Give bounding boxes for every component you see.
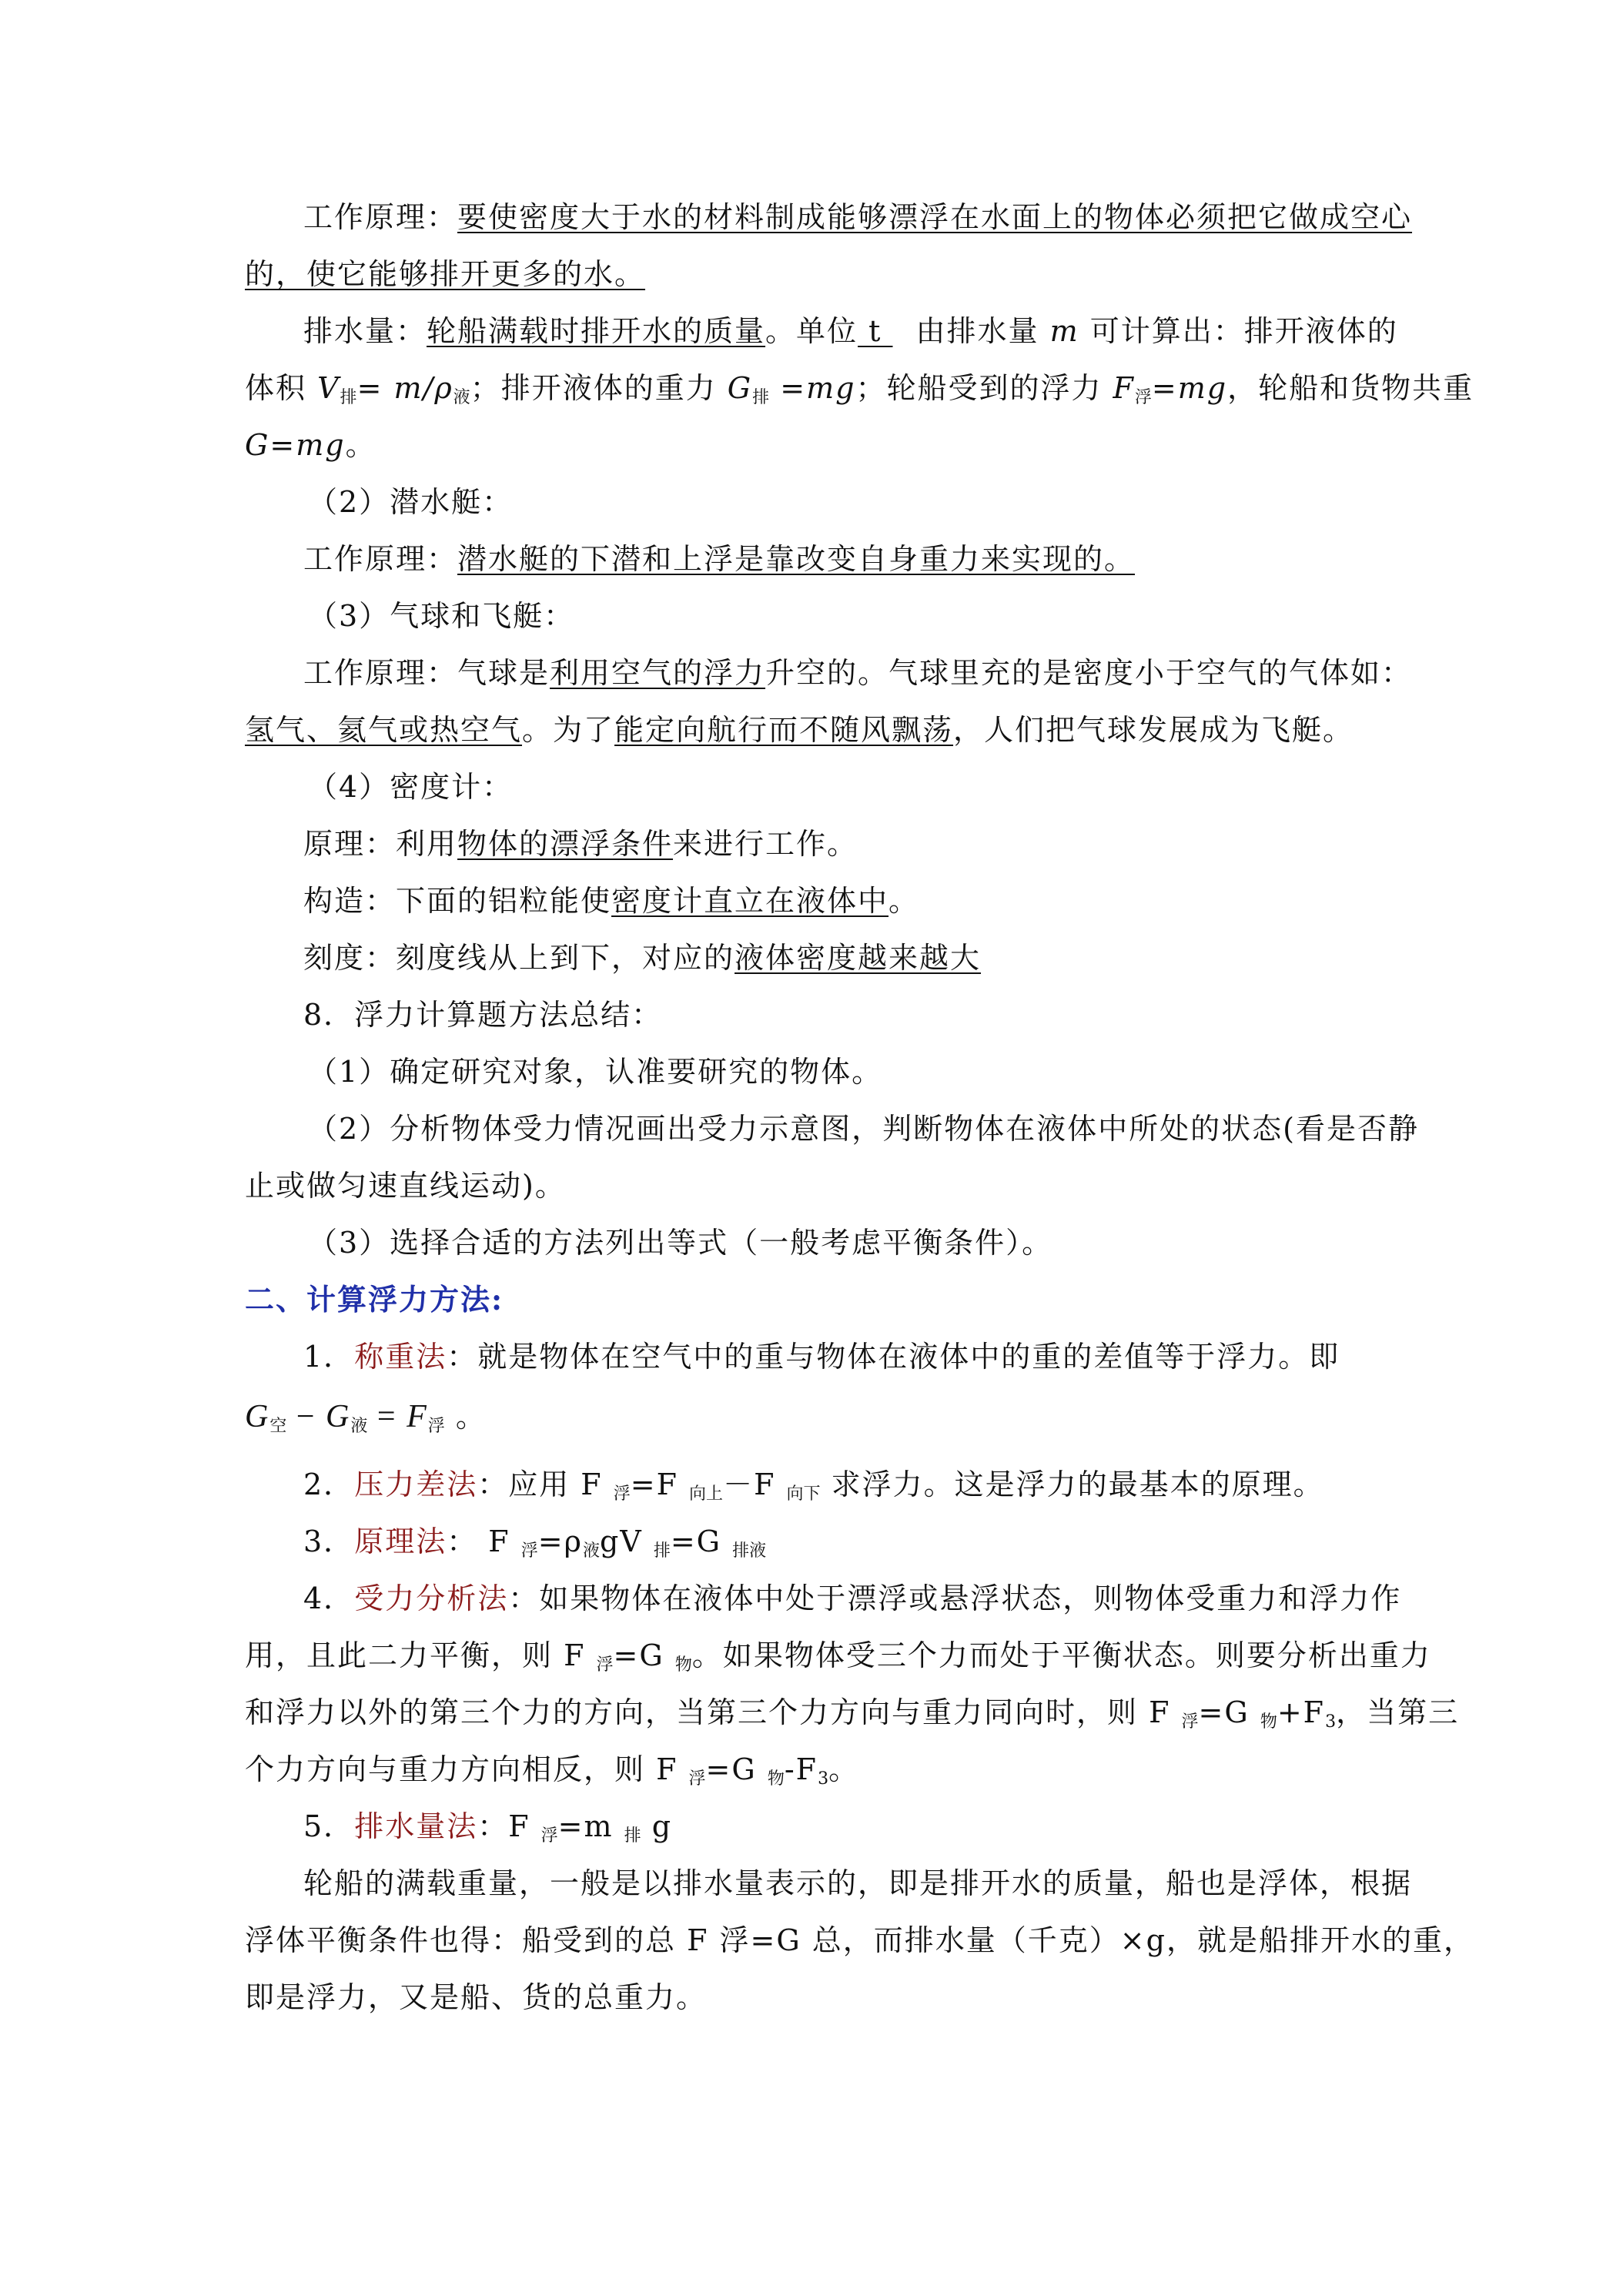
hydrometer-structure: [303, 881, 919, 921]
text: 构造：下面的铝粒能使: [303, 884, 612, 918]
balloon-principle-line-1: [303, 653, 1412, 693]
text: gV: [599, 1525, 654, 1558]
method-name: 受力分析法: [354, 1581, 509, 1615]
underlined-answer: 要使密度大于水的材料制成能够漂浮在水面上的物体必须把它做成空心: [457, 200, 1413, 234]
text: 止或做匀速直线运动)。: [245, 1169, 566, 1203]
text: －F: [723, 1468, 787, 1501]
text: 。: [444, 1400, 487, 1434]
text: =m: [557, 1809, 624, 1843]
formula: =mg: [769, 371, 856, 405]
subscript: 液: [453, 388, 470, 407]
text: ，人们把气球发展成为飞艇。: [953, 713, 1354, 747]
text: 即是浮力，又是船、货的总重力。: [245, 1980, 708, 2014]
number: 5．: [303, 1809, 355, 1843]
closing-paragraph-line-1: [303, 1863, 1412, 1903]
text: 体积: [245, 371, 318, 405]
underlined-answer: 能定向航行而不随风飘荡: [614, 713, 954, 747]
subscript: 浮: [1134, 388, 1152, 407]
step-1: [308, 1052, 882, 1092]
text: 和浮力以外的第三个力的方向，当第三个力方向与重力同向时，则 F: [245, 1695, 1182, 1729]
symbol-g: G: [245, 1399, 270, 1434]
subheading: （4）密度计：: [308, 770, 514, 804]
subscript: 物: [674, 1655, 692, 1675]
text: ：F: [477, 1809, 541, 1843]
displacement-line-3: [245, 425, 376, 465]
step-2-line-1: [308, 1109, 1419, 1149]
text: （1）确定研究对象，认准要研究的物体。: [308, 1055, 883, 1089]
text: 。如果物体受三个力而处于平衡状态。则要分析出重力: [691, 1638, 1431, 1672]
symbol-g: G: [326, 1399, 351, 1434]
subscript: 物: [1260, 1712, 1277, 1732]
underlined-answer: 的，使它能够排开更多的水。: [245, 257, 646, 291]
text: 刻度：刻度线从上到下，对应的: [303, 941, 735, 975]
method-name: 原理法: [354, 1525, 447, 1558]
subscript: 排: [340, 388, 357, 407]
symbol-f: F: [1113, 371, 1135, 405]
subscript: 物: [767, 1769, 785, 1789]
method-4-line-3: [245, 1692, 1459, 1742]
subscript: 向上: [689, 1484, 724, 1504]
text: =G: [1198, 1695, 1260, 1729]
text: 可计算出：排开液体的: [1079, 314, 1398, 348]
text: 。为了: [522, 713, 615, 747]
text: 由排水量: [915, 314, 1050, 348]
method-4-line-4: [245, 1749, 859, 1799]
text: 浮体平衡条件也得：船受到的总 F 浮=G 总，而排水量（千克）×g，就是船排开水的重，: [245, 1923, 1474, 1957]
text: ；排开液体的重力: [470, 371, 728, 405]
text: 升空的。气球里充的是密度小于空气的气体如：: [765, 656, 1413, 690]
text: ，当第三: [1336, 1695, 1460, 1729]
closing-paragraph-line-2: [245, 1920, 1474, 1960]
unit-blank: t: [858, 314, 893, 348]
label: 工作原理：: [303, 542, 458, 576]
method-4-line-1: [303, 1578, 1401, 1618]
method-name: 压力差法: [354, 1468, 478, 1501]
text: 。单位: [765, 314, 858, 348]
text: =ρ: [537, 1525, 583, 1558]
text: g: [641, 1809, 673, 1843]
section-8-heading: [303, 995, 662, 1035]
subscript: 浮: [1181, 1712, 1199, 1732]
subscript: 液: [582, 1541, 600, 1561]
underlined-answer: 潜水艇的下潜和上浮是靠改变自身重力来实现的。: [457, 542, 1136, 576]
subscript: 空: [269, 1416, 287, 1435]
text: ：如果物体在液体中处于漂浮或悬浮状态，则物体受重力和浮力作: [508, 1581, 1402, 1615]
text: ： F: [447, 1525, 521, 1558]
subscript: 浮: [427, 1416, 445, 1435]
text: -F: [784, 1752, 818, 1786]
section-title: 二、计算浮力方法:: [245, 1282, 504, 1317]
section-2-heading: [245, 1280, 504, 1320]
text: ；轮船受到的浮力: [855, 371, 1113, 405]
method-3: [303, 1521, 766, 1571]
subscript: 3: [1325, 1712, 1337, 1732]
text: 求浮力。这是浮力的最基本的原理。: [820, 1468, 1324, 1501]
method-name: 排水量法: [354, 1809, 478, 1843]
text: 。: [888, 884, 920, 918]
submarine-principle: [303, 539, 1135, 579]
balloon-principle-line-2: [245, 710, 1354, 750]
subscript: 浮: [520, 1541, 538, 1561]
formula: = m/ρ: [356, 371, 453, 405]
method-1-equation: [245, 1397, 487, 1446]
subheading: （2）潜水艇：: [308, 485, 514, 519]
text: 。: [345, 428, 376, 462]
subscript: 液: [350, 1416, 368, 1435]
number: 3．: [303, 1525, 355, 1558]
text: =G: [705, 1752, 768, 1786]
text: （3）选择合适的方法列出等式（一般考虑平衡条件）。: [308, 1226, 1053, 1260]
ship-principle-line-1: [303, 197, 1412, 237]
formula: G=mg: [245, 428, 346, 462]
subscript: 排: [653, 1541, 671, 1561]
text: =G: [613, 1638, 675, 1672]
text: 原理：利用: [303, 827, 458, 861]
formula: =mg: [1151, 371, 1228, 405]
text: =G: [670, 1525, 733, 1558]
label: 工作原理：: [303, 200, 458, 234]
subheading: （3）气球和飞艇：: [308, 599, 575, 633]
subscript: 向下: [786, 1484, 821, 1504]
subscript: 浮: [540, 1826, 558, 1846]
underlined-answer: 液体密度越来越大: [735, 941, 982, 975]
number: 4．: [303, 1581, 355, 1615]
equals-sign: =: [367, 1399, 407, 1434]
text: 工作原理：气球是: [303, 656, 550, 690]
step-2-line-2: [245, 1166, 566, 1206]
underlined-answer: 物体的漂浮条件: [457, 827, 674, 861]
hydrometer-principle: [303, 824, 858, 864]
method-2: [303, 1464, 1324, 1514]
symbol-f: F: [407, 1399, 428, 1434]
method-name: 称重法: [354, 1340, 447, 1374]
ship-principle-line-2: [245, 254, 645, 294]
minus-sign: −: [286, 1399, 326, 1434]
balloon-heading: [308, 596, 574, 636]
underlined-answer: 氢气、氦气或热空气: [245, 713, 523, 747]
number: 2．: [303, 1468, 355, 1501]
subscript: 浮: [613, 1484, 631, 1504]
text: 个力方向与重力方向相反，则 F: [245, 1752, 689, 1786]
text: 来进行工作。: [673, 827, 858, 861]
closing-paragraph-line-3: [245, 1977, 707, 2017]
method-4-line-2: [245, 1635, 1431, 1685]
method-1-line-1: [303, 1337, 1340, 1377]
subscript: 3: [818, 1769, 829, 1789]
subscript: 浮: [688, 1769, 706, 1789]
step-3: [308, 1223, 1052, 1263]
text: ，轮船和货物共重: [1227, 371, 1474, 405]
submarine-heading: [308, 482, 513, 522]
text: +F: [1277, 1695, 1326, 1729]
text: ：应用 F: [477, 1468, 614, 1501]
underlined-answer: 轮船满载时排开水的质量: [427, 314, 766, 348]
subscript: 排液: [732, 1541, 767, 1561]
method-5: [303, 1806, 672, 1856]
subheading: 8．浮力计算题方法总结：: [303, 998, 663, 1032]
subscript: 排: [752, 388, 770, 407]
text: 用，且此二力平衡，则 F: [245, 1638, 597, 1672]
symbol-g: G: [727, 371, 753, 405]
hydrometer-heading: [308, 767, 513, 807]
label: 排水量：: [303, 314, 427, 348]
text: ：就是物体在空气中的重与物体在液体中的重的差值等于浮力。即: [447, 1340, 1340, 1374]
hydrometer-scale: [303, 938, 981, 978]
displacement-line-2: [245, 368, 1474, 418]
symbol-v: V: [317, 371, 340, 405]
symbol-m: m: [1049, 314, 1079, 348]
underlined-answer: 密度计直立在液体中: [611, 884, 889, 918]
subscript: 排: [624, 1826, 641, 1846]
text: 。: [828, 1752, 860, 1786]
text: （2）分析物体受力情况画出受力示意图，判断物体在液体中所处的状态(看是否静: [308, 1112, 1420, 1146]
subscript: 浮: [596, 1655, 614, 1675]
displacement-line-1: [303, 311, 1398, 351]
number: 1．: [303, 1340, 355, 1374]
text: =F: [630, 1468, 690, 1501]
underlined-answer: 利用空气的浮力: [550, 656, 766, 690]
text: 轮船的满载重量，一般是以排水量表示的，即是排开水的质量，船也是浮体，根据: [303, 1866, 1413, 1900]
